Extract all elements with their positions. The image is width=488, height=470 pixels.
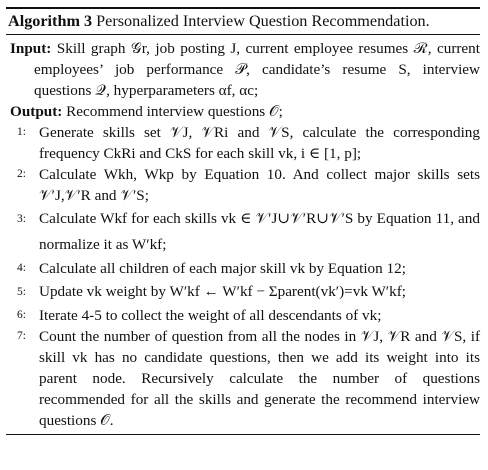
output-line	[6, 101, 480, 122]
step-number: 1:	[17, 126, 26, 138]
step-number: 2:	[17, 168, 26, 180]
step-text: Generate skills set 𝒱J, 𝒱Ri and 𝒱S, calculate the corresponding frequency CkRi and CkS for each skill vk, i ∈ [1, p];	[39, 124, 480, 162]
step-number: 6:	[17, 309, 26, 321]
step-3	[6, 206, 480, 258]
step-1	[6, 122, 480, 164]
step-text: Calculate all children of each major skill vk by Equation 12;	[39, 260, 406, 277]
input-text: Skill graph 𝒢r, job posting J, current employee resumes ℛ, current employees’ job performance 𝒫, candidate’s resume S, interview questions 𝒬, hyperparameters αf, αc;	[34, 40, 480, 99]
step-6	[6, 305, 480, 326]
step-text: Calculate Wkf for each skills vk ∈ 𝒱′J∪𝒱′R∪𝒱′S by Equation 11, and normalize it as W′kf;	[39, 210, 480, 253]
algorithm-label: Algorithm 3	[8, 12, 93, 30]
algorithm-name: Personalized Interview Question Recommendation.	[96, 12, 430, 30]
output-text: Recommend interview questions 𝒪;	[66, 103, 283, 120]
step-text: Count the number of question from all the nodes in 𝒱J, 𝒱R and 𝒱S, if skill vk has no candidate questions, then we add its weight into its parent node. Recursively calculate the number of questions recommended for all the skills and generate the recommend interview questions 𝒪.	[39, 328, 480, 429]
algorithm-body	[6, 35, 480, 434]
step-7	[6, 326, 480, 431]
step-2	[6, 164, 480, 206]
input-label: Input:	[10, 40, 52, 57]
algorithm-title	[6, 9, 480, 35]
step-number: 3:	[17, 213, 26, 225]
step-number: 7:	[17, 330, 26, 342]
step-text: Iterate 4-5 to collect the weight of all descendants of vk;	[39, 307, 382, 324]
input-line	[6, 38, 480, 101]
step-number: 4:	[17, 262, 26, 274]
algorithm-box	[6, 7, 480, 435]
step-4	[6, 258, 480, 279]
step-number: 5:	[17, 286, 26, 298]
step-text: Calculate Wkh, Wkp by Equation 10. And collect major skills sets 𝒱′J,𝒱′R and 𝒱′S;	[39, 166, 480, 204]
output-label: Output:	[10, 103, 63, 120]
step-5	[6, 279, 480, 305]
step-text: Update vk weight by W′kf ← W′kf − Σparent(vk′)=vk W′kf;	[39, 283, 406, 300]
